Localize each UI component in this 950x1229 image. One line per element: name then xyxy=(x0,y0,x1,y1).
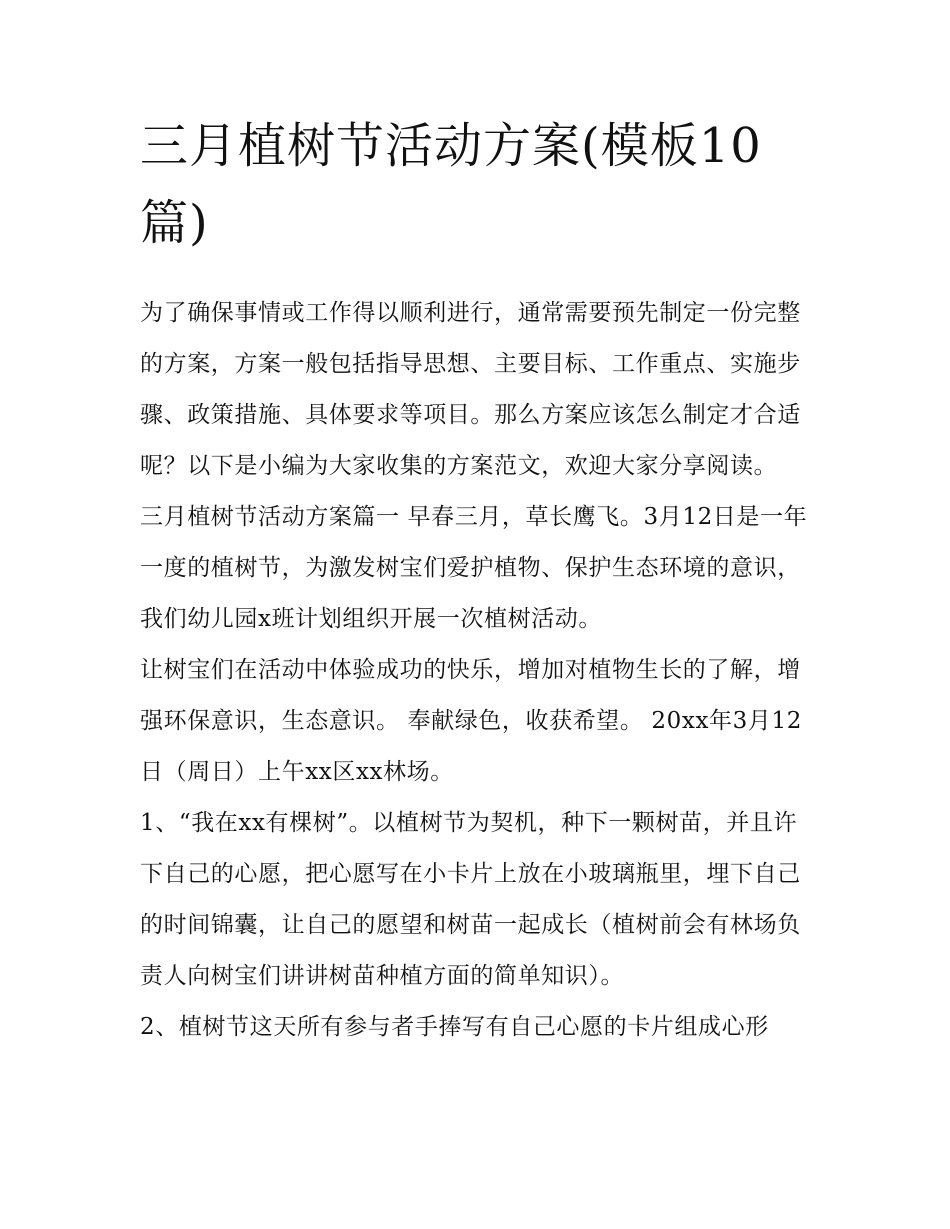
paragraph-intro: 为了确保事情或工作得以顺利进行，通常需要预先制定一份完整的方案，方案一般包括指导思想、主要目标、工作重点、实施步骤、政策措施、具体要求等项目。那么方案应该怎么制定才合适呢？以下是小编为大家收集的方案范文，欢迎大家分享阅读。 xyxy=(140,300,801,479)
paragraph-plan-one: 三月植树节活动方案篇一 早春三月，草长鹰飞。3月12日是一年一度的植树节，为激发树宝们爱护植物、保护生态环境的意识，我们幼儿园x班计划组织开展一次植树活动。 xyxy=(140,504,808,632)
document-title: 三月植树节活动方案(模板10篇) xyxy=(140,118,762,251)
paragraph-item-1: 1、“我在xx有棵树”。以植树节为契机，种下一颗树苗，并且许下自己的心愿，把心愿写在小卡片上放在小玻璃瓶里，埋下自己的时间锦囊，让自己的愿望和树苗一起成长（植树前会有林场负责人向树宝们讲讲树苗种植方面的简单知识）。 xyxy=(140,810,801,989)
document-page xyxy=(140,108,812,1053)
paragraph-goals: 让树宝们在活动中体验成功的快乐，增加对植物生长的了解，增强环保意识，生态意识。 奉献绿色，收获希望。 20xx年3月12日（周日）上午xx区xx林场。 xyxy=(140,657,802,785)
paragraph-item-2: 2、植树节这天所有参与者手捧写有自己心愿的卡片组成心形 xyxy=(140,1014,769,1040)
